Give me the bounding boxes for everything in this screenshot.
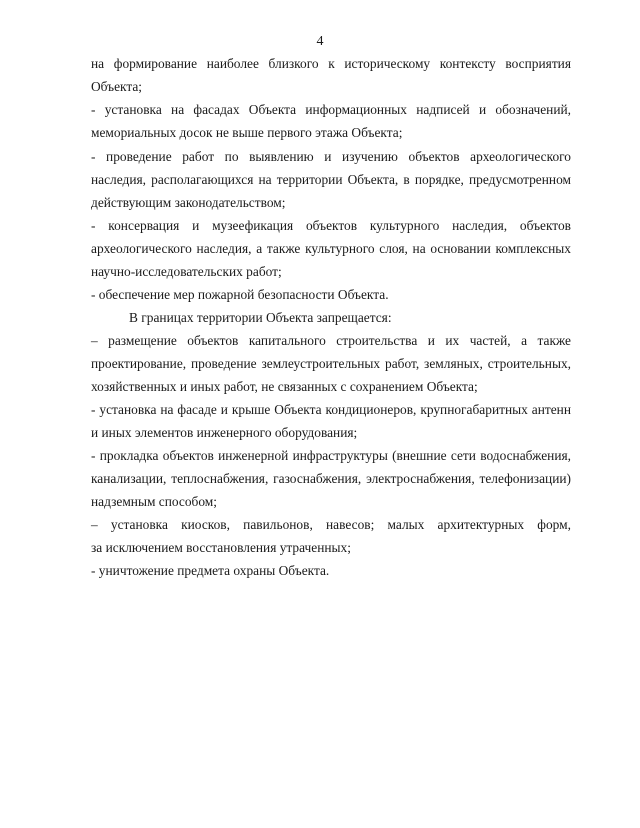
text-line: - уничтожение предмета охраны Объекта. <box>91 563 330 578</box>
text-line: Объекта; <box>91 79 143 94</box>
text-line: мемориальных досок не выше первого этажа Объекта; <box>91 125 403 140</box>
text-line: археологического наследия, а также культурного слоя, на основании комплексных <box>91 241 571 256</box>
text-line: - проведение работ по выявлению и изучению объектов археологического <box>91 149 571 164</box>
text-line: на формирование наиболее близкого к историческому контексту восприятия <box>91 56 571 71</box>
text-line: и иных элементов инженерного оборудования; <box>91 425 358 440</box>
text-line: - установка на фасаде и крыше Объекта кондиционеров, крупногабаритных антенн <box>91 402 571 417</box>
text-line: - установка на фасадах Объекта информационных надписей и обозначений, <box>91 102 571 117</box>
text-line: научно-исследовательских работ; <box>91 264 282 279</box>
text-line: – размещение объектов капитального строительства и их частей, а также <box>91 333 571 348</box>
text-line: - обеспечение мер пожарной безопасности Объекта. <box>91 287 389 302</box>
text-line: проектирование, проведение землеустроительных работ, земляных, строительных, <box>91 356 571 371</box>
section-heading: В границах территории Объекта запрещается: <box>129 310 392 325</box>
text-line: - консервация и музеефикация объектов культурного наследия, объектов <box>91 218 571 233</box>
text-line: - прокладка объектов инженерной инфраструктуры (внешние сети водоснабжения, <box>91 448 571 463</box>
text-line: – установка киосков, павильонов, навесов; малых архитектурных форм, <box>91 517 571 532</box>
text-line: канализации, теплоснабжения, газоснабжения, электроснабжения, телефонизации) <box>91 471 571 486</box>
text-line: наследия, располагающихся на территории Объекта, в порядке, предусмотренном <box>91 172 571 187</box>
text-line: действующим законодательством; <box>91 195 286 210</box>
text-line: надземным способом; <box>91 494 218 509</box>
page-number: 4 <box>316 34 324 49</box>
text-line: за исключением восстановления утраченных; <box>91 540 351 555</box>
text-line: хозяйственных и иных работ, не связанных с сохранением Объекта; <box>91 379 478 394</box>
